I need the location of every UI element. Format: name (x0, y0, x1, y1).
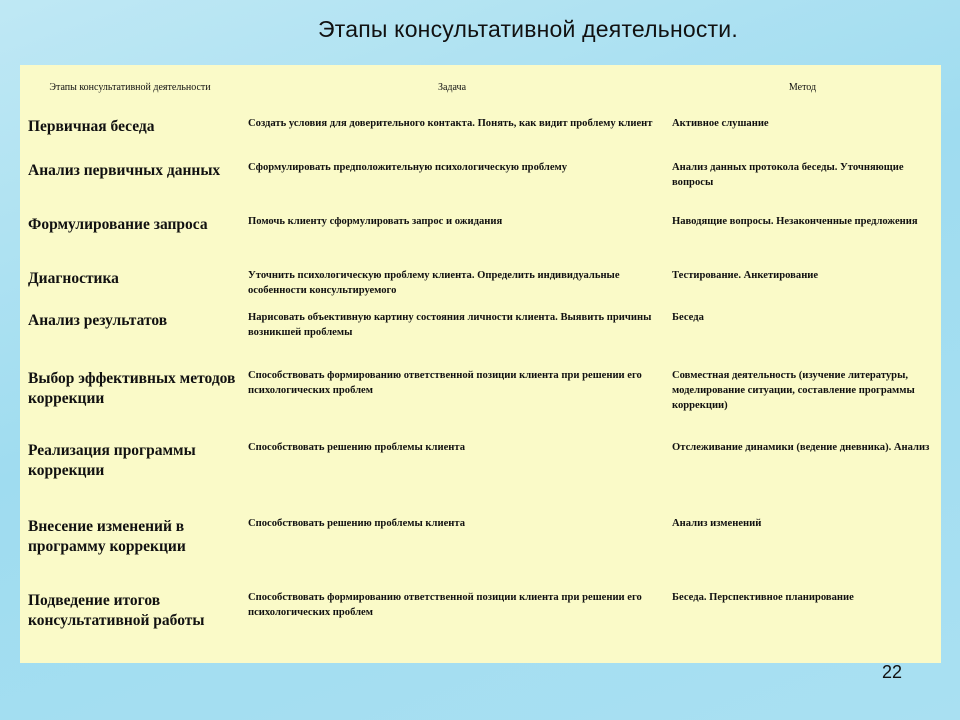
table-row (20, 511, 941, 585)
header-task: Задача (437, 82, 467, 93)
row-stage: Диагностика (28, 270, 119, 287)
row-stage: Реализация программы коррекции (28, 442, 196, 479)
row-task: Способствовать решению проблемы клиента (248, 442, 466, 453)
table-row (20, 435, 941, 511)
row-stage: Первичная беседа (28, 118, 155, 135)
page-number: 22 (882, 662, 903, 682)
table-row (20, 585, 941, 661)
row-method: Тестирование. Анкетирование (672, 270, 819, 281)
row-stage: Внесение изменений в программу коррекции (28, 518, 186, 555)
header-stages: Этапы консультативной деятельности (49, 82, 211, 93)
row-task: Способствовать формированию ответственной позиции клиента при решении его психологических проблем (248, 370, 642, 396)
table-row (20, 209, 941, 263)
row-task: Сформулировать предположительную психологическую проблему (248, 162, 568, 173)
row-method: Беседа (672, 312, 704, 323)
table-row (20, 305, 941, 363)
stages-table-panel (20, 65, 941, 663)
row-method: Анализ изменений (672, 518, 762, 529)
page-title: Этапы консультативной деятельности. (318, 16, 738, 42)
table-row (20, 155, 941, 209)
row-method: Анализ данных протокола беседы. Уточняющие вопросы (672, 162, 904, 188)
row-method: Активное слушание (672, 118, 769, 129)
row-stage: Формулирование запроса (28, 216, 208, 233)
row-method: Беседа. Перспективное планирование (672, 592, 854, 603)
row-method: Совместная деятельность (изучение литературы, моделирование ситуации, составление программы коррекции) (672, 370, 915, 411)
table-row (20, 263, 941, 305)
table-header-row (20, 65, 941, 111)
row-method: Наводящие вопросы. Незаконченные предложения (672, 216, 918, 227)
row-task: Нарисовать объективную картину состояния личности клиента. Выявить причины возникшей проблемы (248, 312, 652, 338)
row-task: Способствовать решению проблемы клиента (248, 518, 466, 529)
row-stage: Анализ первичных данных (28, 162, 221, 179)
stages-table (20, 65, 941, 661)
row-stage: Подведение итогов консультативной работы (28, 592, 205, 629)
row-task: Способствовать формированию ответственной позиции клиента при решении его психологических проблем (248, 592, 642, 618)
row-stage: Выбор эффективных методов коррекции (28, 370, 236, 407)
header-method: Метод (788, 82, 817, 93)
row-stage: Анализ результатов (28, 312, 168, 329)
row-method: Отслеживание динамики (ведение дневника). Анализ (672, 442, 930, 453)
row-task: Помочь клиенту сформулировать запрос и ожидания (248, 216, 503, 227)
row-task: Создать условия для доверительного контакта. Понять, как видит проблему клиент (248, 118, 653, 129)
row-task: Уточнить психологическую проблему клиента. Определить индивидуальные особенности консультируемого (248, 270, 620, 296)
table-row (20, 363, 941, 435)
table-row (20, 111, 941, 155)
